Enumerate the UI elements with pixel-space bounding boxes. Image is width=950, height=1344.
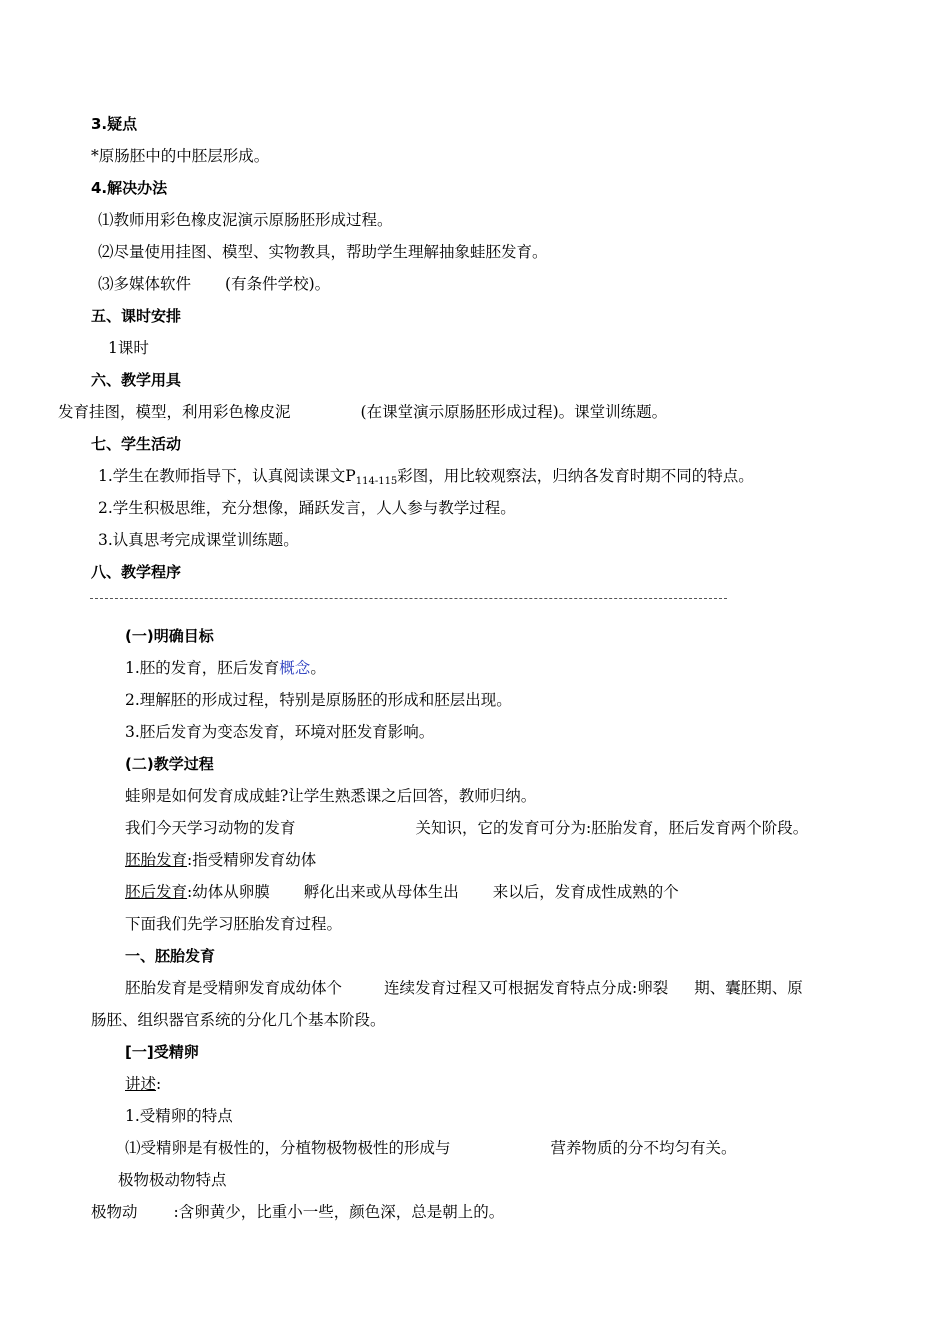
- section-heading: 六、教学用具: [91, 371, 182, 389]
- text-segment: 1.学生在教师指导下，认真阅读课文P: [98, 467, 356, 485]
- heading-doubt: 3.疑点: [91, 115, 138, 133]
- text-segment: 物极性的形成与: [342, 1139, 451, 1157]
- paragraph-line: 下面我们先学习胚胎发育过程。: [125, 915, 343, 933]
- subsection-heading: [一]受精卵: [125, 1043, 199, 1061]
- definition-line: [125, 882, 679, 902]
- list-item: 2.理解胚的形成过程，特别是原肠胚的形成和胚层出现。: [125, 691, 512, 709]
- paragraph-line: [125, 1074, 161, 1094]
- subsection-heading: (一)明确目标: [125, 627, 214, 645]
- subsection-heading: (二)教学过程: [125, 755, 214, 773]
- text-segment: 发育挂图，模型，利用彩色橡皮泥: [58, 403, 291, 421]
- text-segment: 极物动: [91, 1203, 138, 1221]
- paragraph-line: 1课时: [108, 339, 149, 357]
- section-heading: 八、教学程序: [91, 563, 182, 581]
- list-item: ⑵尽量使用挂图、模型、实物教具，帮助学生理解抽象蛙胚发育。: [98, 243, 548, 261]
- page-range-subscript: 114-115: [355, 476, 398, 487]
- text-segment: ⑴受精卵是有极性的，分植物极: [125, 1139, 343, 1157]
- paragraph-line: [58, 402, 667, 422]
- paragraph-line: *原肠胚中的中胚层形成。: [91, 147, 270, 165]
- list-item: [125, 658, 326, 678]
- text-segment: 营养物质的分不均匀有关。: [550, 1139, 737, 1157]
- list-item: 3.认真思考完成课堂训练题。: [98, 531, 299, 549]
- text-segment: :幼体从卵膜: [187, 883, 270, 901]
- heading-solution: 4.解决办法: [91, 179, 168, 197]
- term-underlined: 讲述: [125, 1075, 157, 1093]
- section-heading: 五、课时安排: [91, 307, 182, 325]
- paragraph-line: 极物极动物特点: [118, 1171, 227, 1189]
- concept-link[interactable]: 概念: [279, 659, 311, 677]
- list-item: 3.胚后发育为变态发育，环境对胚发育影响。: [125, 723, 435, 741]
- definition-line: [125, 850, 316, 870]
- list-item: 1.受精卵的特点: [125, 1107, 233, 1125]
- paragraph-line: 肠胚、组织器官系统的分化几个基本阶段。: [91, 1011, 386, 1029]
- text-segment: 孵化出来或从母体生出: [303, 883, 459, 901]
- text-segment: 1.胚的发育，胚后发育: [125, 659, 280, 677]
- text-segment: ⑶多媒体软件: [98, 275, 192, 293]
- paragraph-line: [125, 818, 808, 838]
- list-item: [98, 274, 330, 294]
- term-underlined: 胚胎发育: [125, 851, 188, 869]
- text-segment: 来以后，发育成性成熟的个: [492, 883, 679, 901]
- text-segment: 连续发育过程又可根据发育特点分成:卵裂: [384, 979, 669, 997]
- text-segment: 关知识，它的发育可分为:胚胎发育，胚后发育两个阶段。: [415, 819, 809, 837]
- paragraph-line: 蛙卵是如何发育成成蛙?让学生熟悉课之后回答，教师归纳。: [125, 787, 537, 805]
- text-segment: 彩图，用比较观察法，归纳各发育时期不同的特点。: [397, 467, 754, 485]
- paragraph-line: [125, 978, 803, 998]
- text-segment: (有条件学校)。: [225, 275, 331, 293]
- list-item: 2.学生积极思维，充分想像，踊跃发言，人人参与教学过程。: [98, 499, 516, 517]
- list-item: [125, 1138, 737, 1158]
- text-segment: 期、囊胚期、原: [694, 979, 803, 997]
- text-segment: 胚胎发育是受精卵发育成幼体个: [125, 979, 343, 997]
- list-item: ⑴教师用彩色橡皮泥演示原肠胚形成过程。: [98, 211, 393, 229]
- list-item: [98, 466, 754, 492]
- paragraph-line: [91, 1202, 504, 1222]
- text-segment: :: [156, 1075, 162, 1093]
- text-segment: (在课堂演示原肠胚形成过程)。课堂训练题。: [360, 403, 668, 421]
- section-heading: 七、学生活动: [91, 435, 182, 453]
- subsection-heading: 一、胚胎发育: [125, 947, 216, 965]
- text-segment: 我们今天学习动物的发育: [125, 819, 296, 837]
- text-segment: :含卵黄少，比重小一些，颜色深，总是朝上的。: [173, 1203, 505, 1221]
- text-segment: 。: [310, 659, 326, 677]
- text-segment: :指受精卵发育幼体: [187, 851, 317, 869]
- term-underlined: 胚后发育: [125, 883, 188, 901]
- dashed-divider: [90, 598, 727, 599]
